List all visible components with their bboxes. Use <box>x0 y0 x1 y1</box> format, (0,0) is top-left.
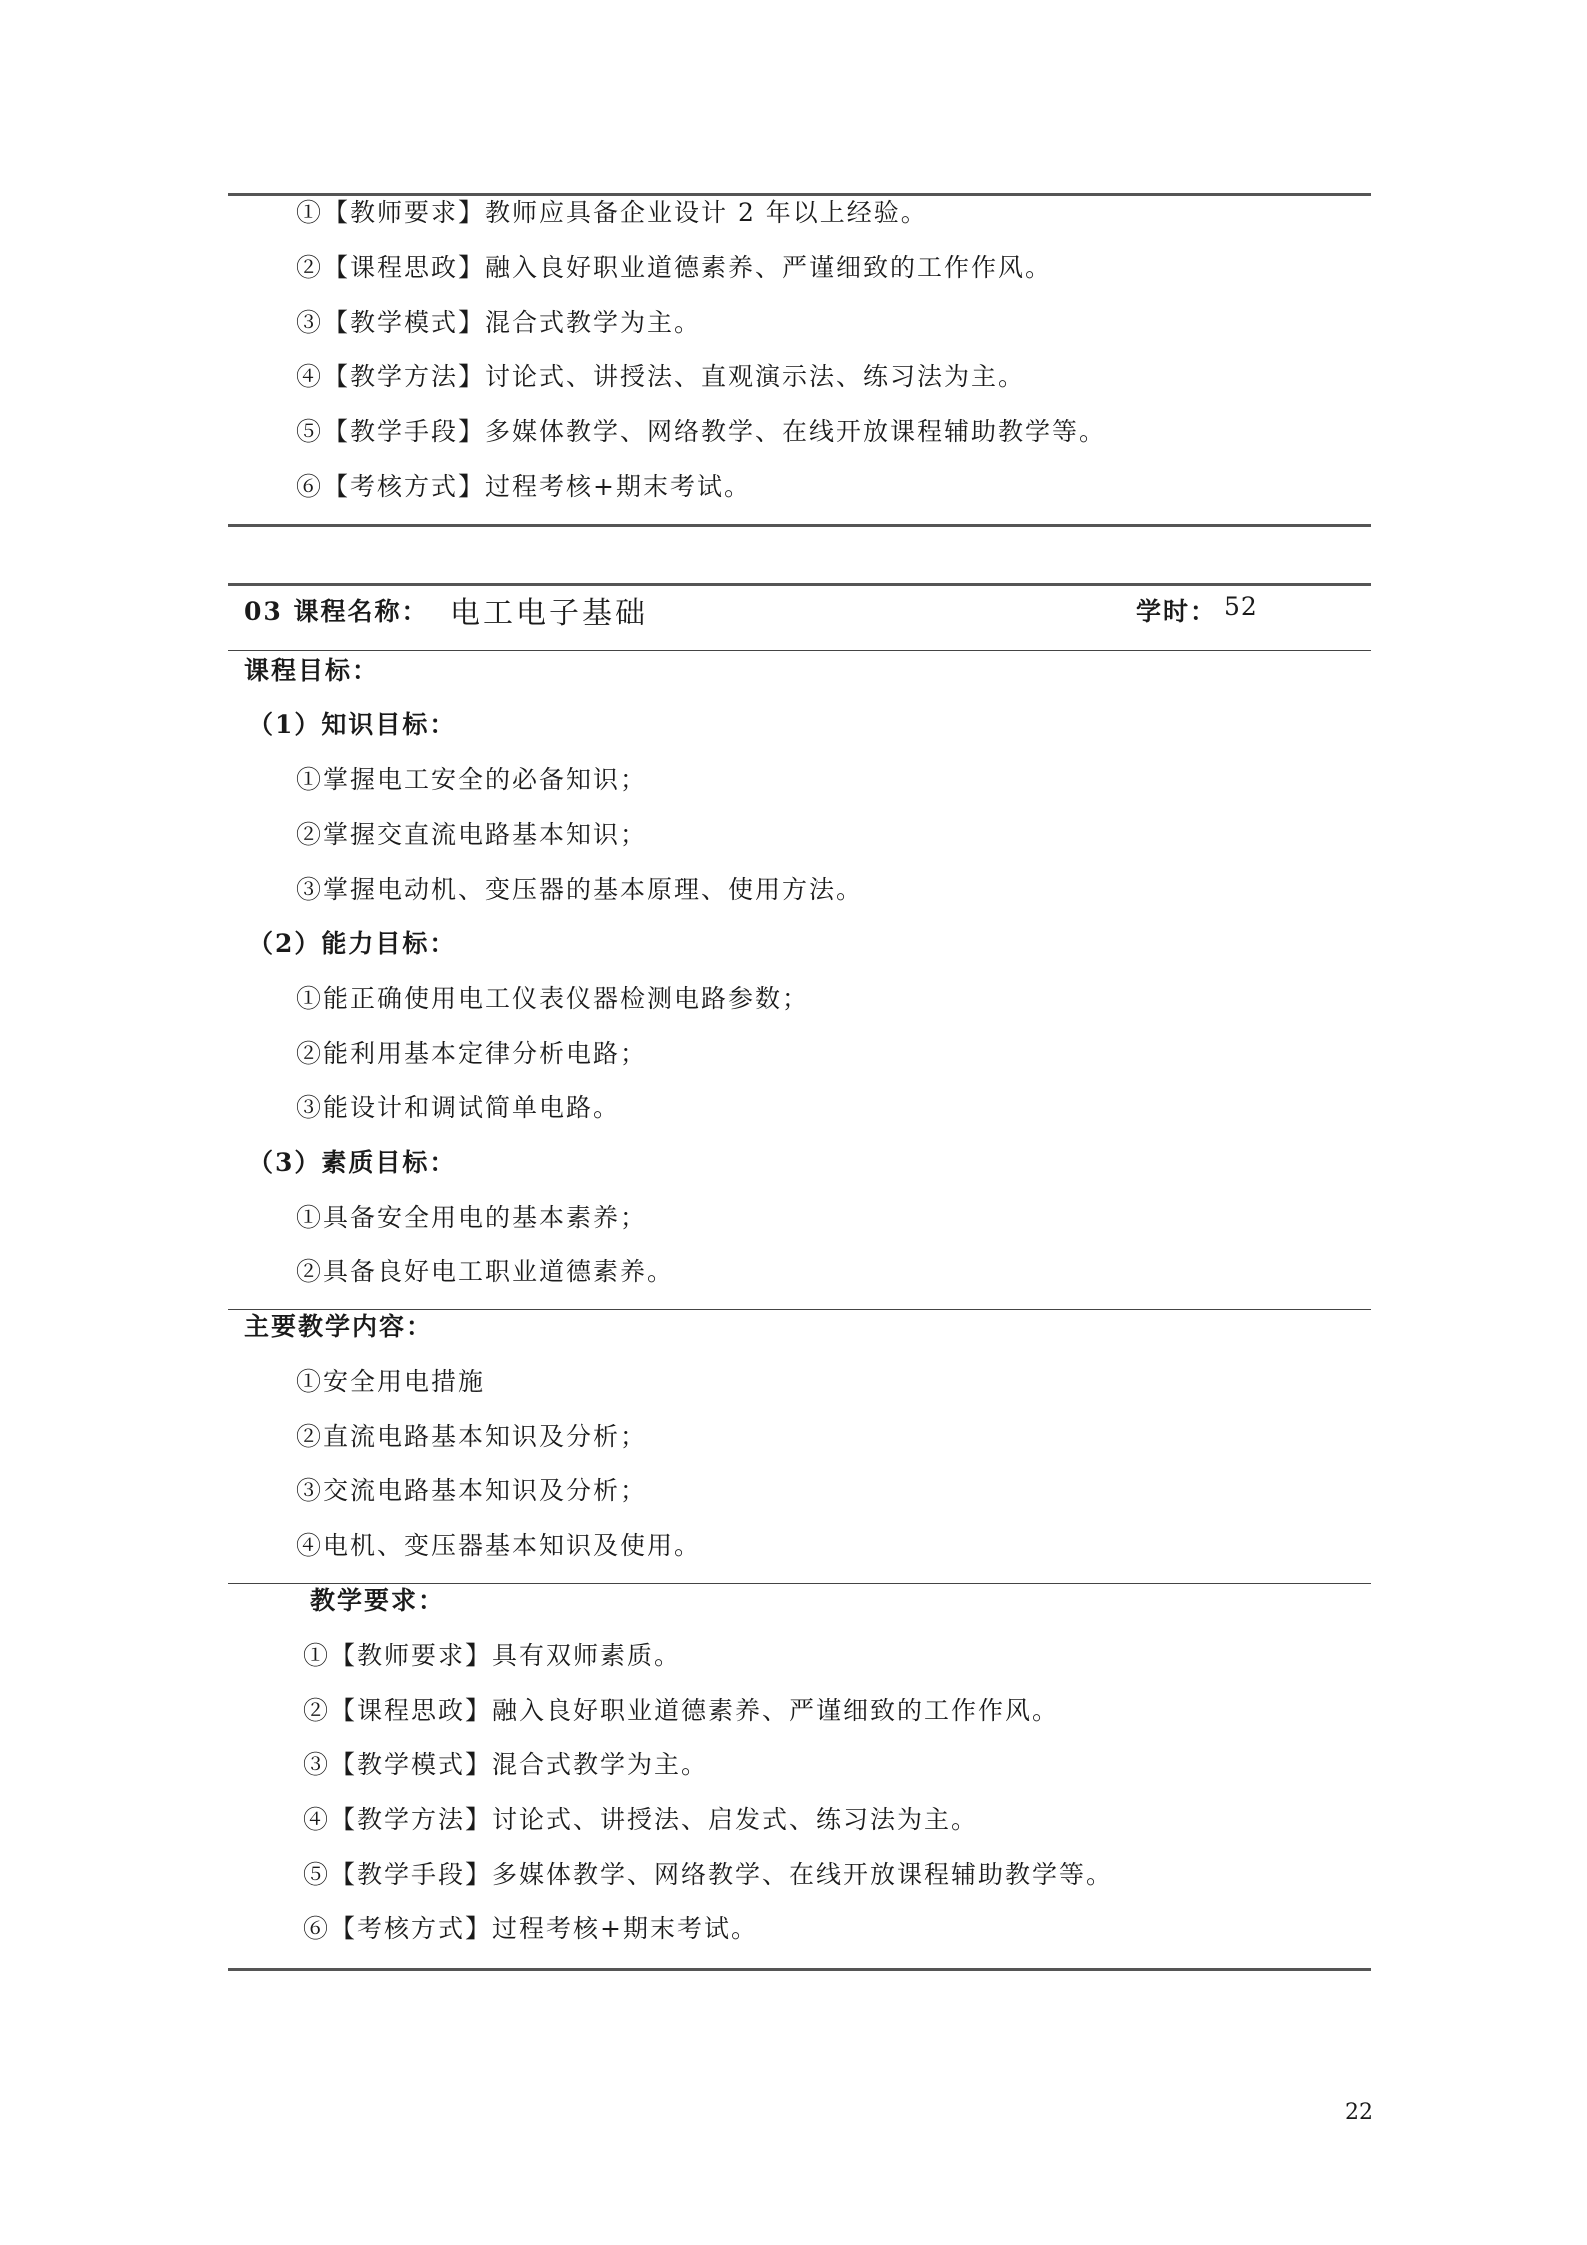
knowledge-item-1: ①掌握电工安全的必备知识； <box>296 765 648 794</box>
ability-heading: （2）能力目标： <box>248 929 457 958</box>
header-divider <box>228 650 1371 651</box>
prev-requirement-3: ③【教学模式】混合式教学为主。 <box>296 308 702 337</box>
requirement-3: ③【教学模式】混合式教学为主。 <box>303 1750 709 1779</box>
content-item-4: ④电机、变压器基本知识及使用。 <box>296 1531 702 1560</box>
ability-item-3: ③能设计和调试简单电路。 <box>296 1093 621 1122</box>
requirement-1: ①【教师要求】具有双师素质。 <box>303 1641 682 1670</box>
course-top-rule <box>228 583 1371 586</box>
prev-requirement-6: ⑥【考核方式】过程考核+期末考试。 <box>296 472 751 501</box>
page-number: 22 <box>1345 2100 1373 2125</box>
hours-value: 52 <box>1224 592 1258 621</box>
course-bottom-rule <box>228 1968 1371 1971</box>
knowledge-heading: （1）知识目标： <box>248 710 457 739</box>
quality-item-1: ①具备安全用电的基本素养； <box>296 1203 648 1232</box>
knowledge-item-2: ②掌握交直流电路基本知识； <box>296 820 648 849</box>
objectives-heading: 课程目标： <box>244 656 380 685</box>
section-bottom-rule <box>228 524 1371 527</box>
content-item-3: ③交流电路基本知识及分析； <box>296 1476 648 1505</box>
content-heading: 主要教学内容： <box>244 1312 434 1341</box>
requirement-5: ⑤【教学手段】多媒体教学、网络教学、在线开放课程辅助教学等。 <box>303 1860 1114 1889</box>
requirement-6: ⑥【考核方式】过程考核+期末考试。 <box>303 1914 758 1943</box>
prev-requirement-2: ②【课程思政】融入良好职业道德素养、严谨细致的工作作风。 <box>296 253 1053 282</box>
quality-heading: （3）素质目标： <box>248 1148 457 1177</box>
content-item-2: ②直流电路基本知识及分析； <box>296 1422 648 1451</box>
content-divider <box>228 1309 1371 1310</box>
prev-requirement-1: ①【教师要求】教师应具备企业设计 2 年以上经验。 <box>296 198 928 227</box>
content-item-1: ①安全用电措施 <box>296 1367 486 1396</box>
course-header <box>244 592 1354 631</box>
ability-item-1: ①能正确使用电工仪表仪器检测电路参数； <box>296 984 810 1013</box>
course-label: 03 课程名称： <box>244 597 429 626</box>
section-top-rule <box>228 193 1371 196</box>
requirements-divider <box>228 1583 1371 1584</box>
knowledge-item-3: ③掌握电动机、变压器的基本原理、使用方法。 <box>296 875 864 904</box>
ability-item-2: ②能利用基本定律分析电路； <box>296 1039 648 1068</box>
requirements-heading: 教学要求： <box>310 1586 446 1615</box>
hours-label: 学时： <box>1136 597 1218 626</box>
requirement-2: ②【课程思政】融入良好职业道德素养、严谨细致的工作作风。 <box>303 1696 1060 1725</box>
prev-requirement-4: ④【教学方法】讨论式、讲授法、直观演示法、练习法为主。 <box>296 362 1026 391</box>
course-name: 电工电子基础 <box>450 596 648 631</box>
requirement-4: ④【教学方法】讨论式、讲授法、启发式、练习法为主。 <box>303 1805 979 1834</box>
quality-item-2: ②具备良好电工职业道德素养。 <box>296 1257 675 1286</box>
prev-requirement-5: ⑤【教学手段】多媒体教学、网络教学、在线开放课程辅助教学等。 <box>296 417 1107 446</box>
